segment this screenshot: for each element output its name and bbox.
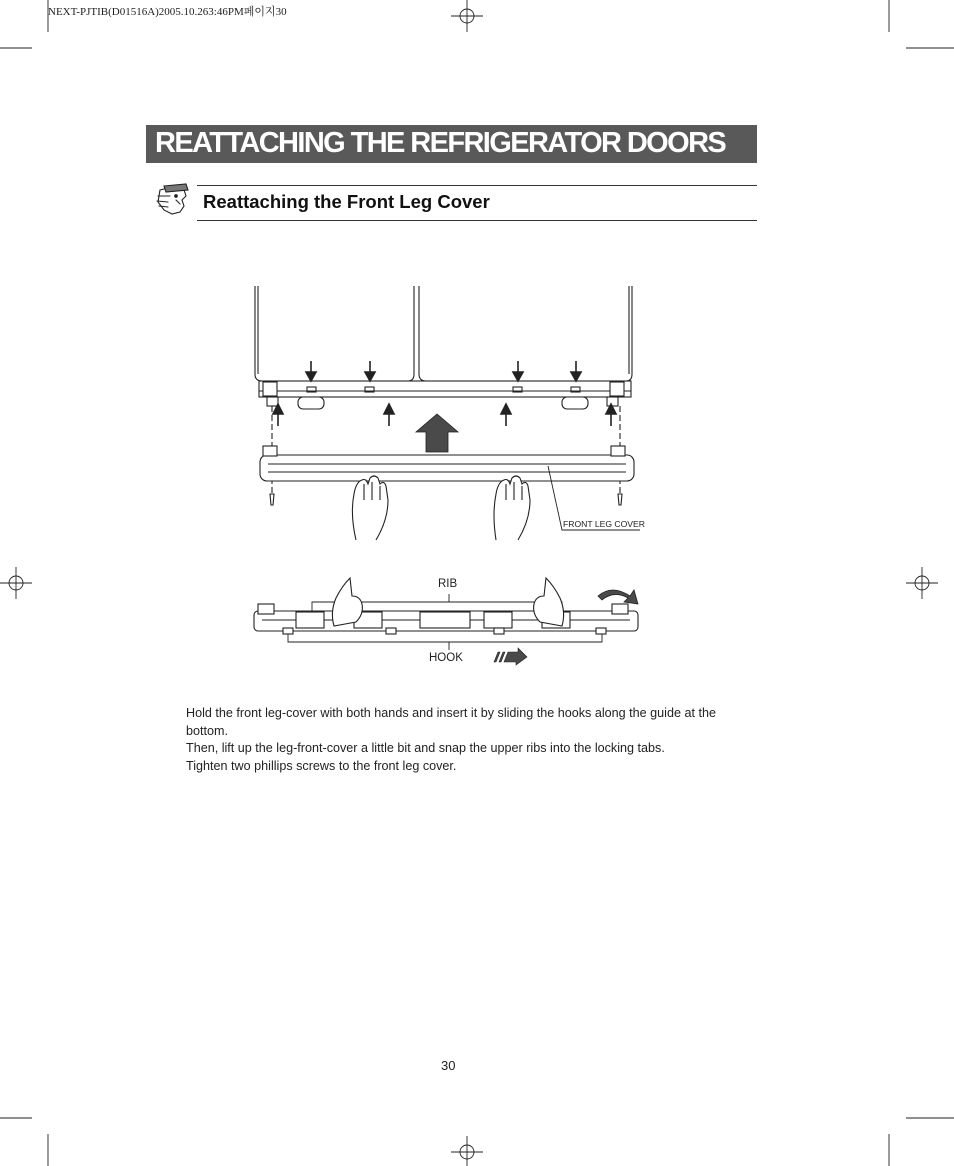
subsection-heading: Reattaching the Front Leg Cover	[203, 191, 490, 212]
detail-left-hand	[332, 578, 362, 626]
rib-label: RIB	[438, 578, 458, 590]
instruction-line: Tighten two phillips screws to the front leg cover.	[186, 758, 457, 773]
print-header: NEXT-PJTIB(D01516A)2005.10.263:46PM페이지30	[48, 6, 287, 18]
instructions-text	[186, 705, 726, 775]
hook-label: HOOK	[429, 652, 463, 664]
section-title: REATTACHING THE REFRIGERATOR DOORS	[155, 127, 726, 159]
front-leg-cover-label: FRONT LEG COVER	[563, 519, 645, 529]
lift-curved-arrow	[598, 590, 638, 604]
slide-direction-arrow	[494, 648, 527, 665]
detail-right-hand	[534, 578, 564, 626]
instruction-line: Hold the front leg-cover with both hands and insert it by sliding the hooks along the guide at the bottom.	[186, 706, 716, 738]
page-number: 30	[441, 1058, 456, 1073]
instruction-line: Then, lift up the leg-front-cover a little bit and snap the upper ribs into the locking tabs.	[186, 741, 665, 756]
